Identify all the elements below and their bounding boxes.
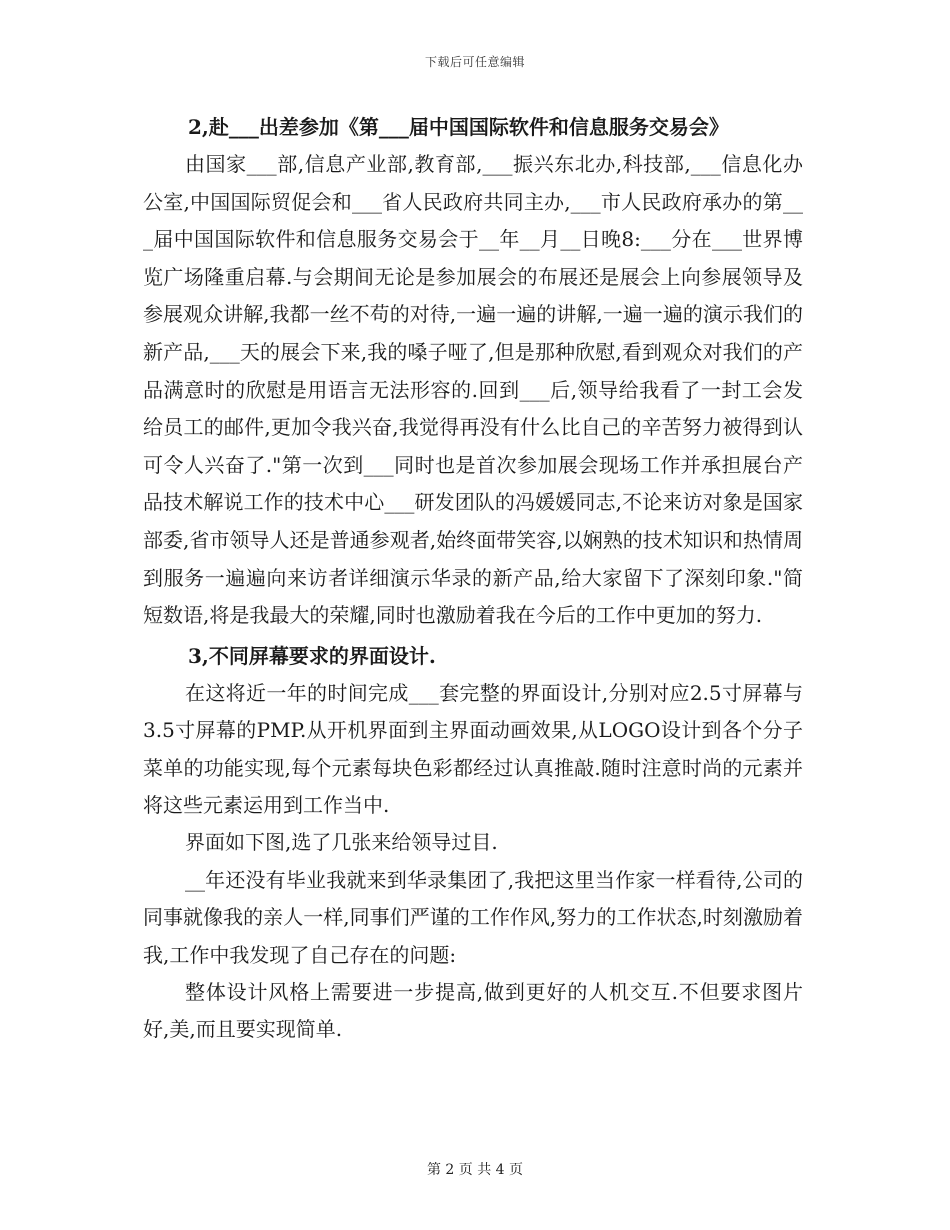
body-paragraph: 在这将近一年的时间完成___套完整的界面设计,分别对应2.5寸屏幕与3.5寸屏幕的PMP.从开机界面到主界面动画效果,从LOGO设计到各个分子菜单的功能实现,每个元素每块色彩都经过认真推敲.随时注意时尚的元素并将这些元素运用到工作当中. bbox=[143, 680, 803, 817]
section-heading: 2,赴___出差参加《第___届中国国际软件和信息服务交易会》 bbox=[188, 115, 729, 139]
body-paragraph: 界面如下图,选了几张来给领导过目. bbox=[185, 830, 498, 855]
body-paragraph: 由国家___部,信息产业部,教育部,___振兴东北办,科技部,___信息化办公室,中国国际贸促会和___省人民政府共同主办,___市人民政府承办的第___届中国国际软件和信息服务交易会于__年__月__日晚8:___分在___世界博览广场隆重启幕.与会期间无论是参加展会的布展还是展会上向参展领导及参展观众讲解,我都一丝不苟的对待,一遍一遍的讲解,一遍一遍的演示我们的新产品,___天的展会下来,我的嗓子哑了,但是那种欣慰,看到观众对我们的产品满意时的欣慰是用语言无法形容的.回到___后,领导给我看了一封工会发给员工的邮件,更加令我兴奋,我觉得再没有什么比自己的辛苦努力被得到认可令人兴奋了."第一次到___同时也是首次参加展会现场工作并承担展台产品技术解说工作的技术中心___研发团队的冯媛媛同志,不论来访对象是国家部委,省市领导人还是普通参观者,始终面带笑容,以娴熟的技术知识和热情周到服务一遍遍向来访者详细演示华录的新产品,给大家留下了深刻印象."简短数语,将是我最大的荣耀,同时也激励着我在今后的工作中更加的努力. bbox=[143, 152, 803, 628]
page-header-note: 下载后可任意编辑 bbox=[424, 55, 525, 69]
body-paragraph: __年还没有毕业我就来到华录集团了,我把这里当作家一样看待,公司的同事就像我的亲人一样,同事们严谨的工作作风,努力的工作状态,时刻激励着我,工作中我发现了自己存在的问题: bbox=[143, 867, 803, 967]
page-number-footer: 第 2 页 共 4 页 bbox=[426, 1162, 524, 1178]
document-body bbox=[143, 108, 803, 1049]
section-heading: 3,不同屏幕要求的界面设计. bbox=[188, 643, 436, 668]
body-paragraph: 整体设计风格上需要进一步提高,做到更好的人机交互.不但要求图片好,美,而且要实现简单. bbox=[143, 979, 803, 1042]
